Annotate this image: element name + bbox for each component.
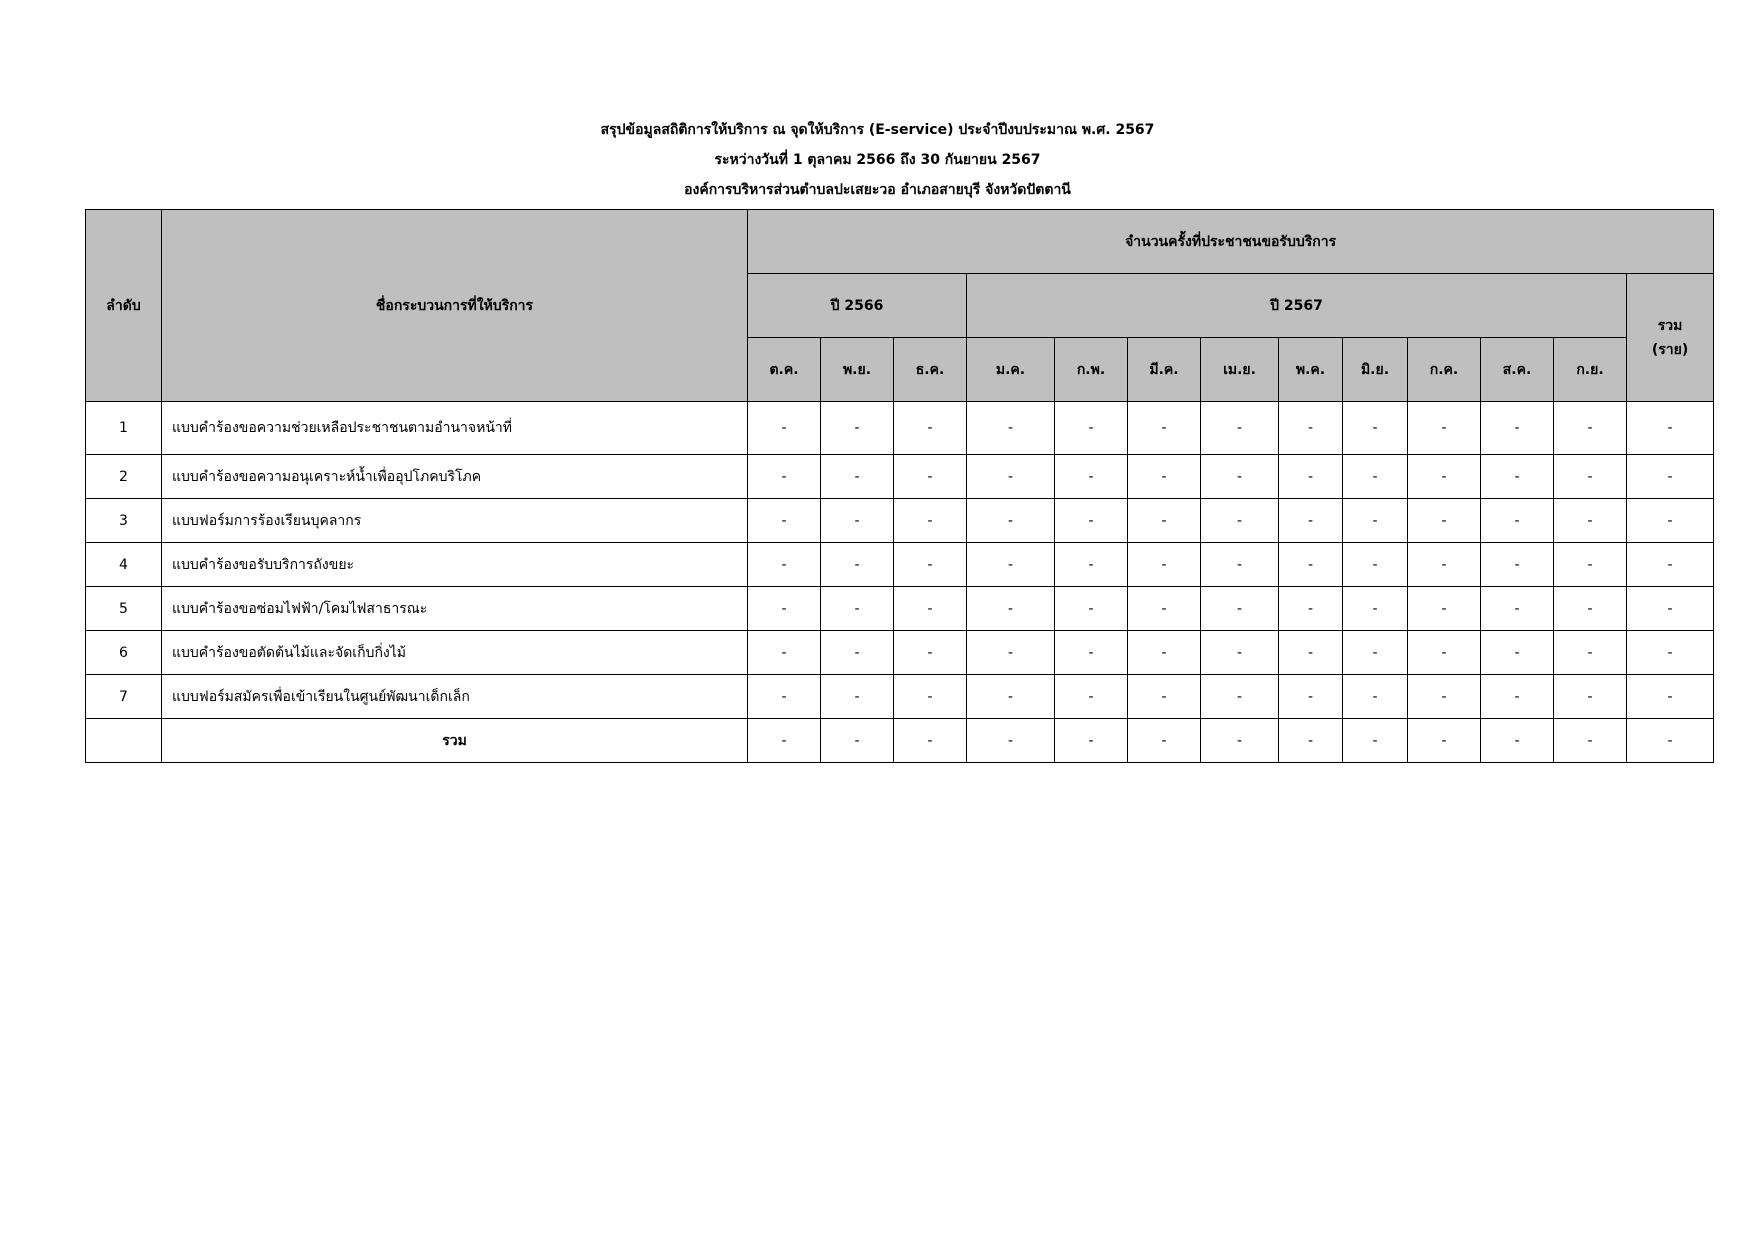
row-month-value: - [894,543,967,587]
row-month-value: - [1128,402,1201,455]
row-month-value: - [1481,675,1554,719]
header-year-2567: ปี 2567 [967,274,1627,338]
row-month-value: - [1128,455,1201,499]
row-month-value: - [1201,499,1279,543]
table-row [86,455,1714,499]
row-process-name: แบบฟอร์มสมัครเพื่อเข้าเรียนในศูนย์พัฒนาเด็กเล็ก [162,675,748,719]
row-month-value: - [1055,402,1128,455]
sum-total: - [1627,719,1714,763]
sum-row [86,719,1714,763]
header-year-2566: ปี 2566 [748,274,967,338]
row-month-value: - [1408,499,1481,543]
statistics-table [85,209,1714,763]
row-month-value: - [1481,455,1554,499]
sum-month-value: - [1055,719,1128,763]
row-month-value: - [1408,402,1481,455]
row-month-value: - [1343,402,1408,455]
row-month-value: - [1201,631,1279,675]
row-month-value: - [1481,402,1554,455]
row-month-value: - [821,499,894,543]
row-month-value: - [1481,499,1554,543]
table-row [86,499,1714,543]
row-month-value: - [1279,587,1343,631]
row-month-value: - [894,499,967,543]
row-total: - [1627,455,1714,499]
header-total-label: รวม [1657,317,1683,334]
row-process-name: แบบคำร้องขอซ่อมไฟฟ้า/โคมไฟสาธารณะ [162,587,748,631]
row-month-value: - [967,543,1055,587]
header-month: ส.ค. [1481,338,1554,402]
table-header [86,210,1714,402]
row-month-value: - [821,402,894,455]
table-row [86,543,1714,587]
header-total-unit: (ราย) [1651,341,1689,358]
table-row [86,675,1714,719]
row-total: - [1627,402,1714,455]
row-month-value: - [894,402,967,455]
row-month-value: - [1343,455,1408,499]
sum-month-value: - [967,719,1055,763]
row-month-value: - [1055,499,1128,543]
row-month-value: - [967,587,1055,631]
row-month-value: - [748,499,821,543]
header-month: เม.ย. [1201,338,1279,402]
row-month-value: - [821,675,894,719]
sum-month-value: - [1481,719,1554,763]
row-number: 7 [86,675,162,719]
header-month: ต.ค. [748,338,821,402]
row-total: - [1627,675,1714,719]
row-month-value: - [1554,675,1627,719]
sum-month-value: - [748,719,821,763]
row-month-value: - [1279,631,1343,675]
row-month-value: - [1279,675,1343,719]
row-month-value: - [1343,499,1408,543]
row-process-name: แบบคำร้องขอความอนุเคราะห์น้ำเพื่ออุปโภคบริโภค [162,455,748,499]
sum-row-label: รวม [162,719,748,763]
row-month-value: - [1055,587,1128,631]
header-total [1627,274,1714,402]
row-month-value: - [748,587,821,631]
row-month-value: - [1408,587,1481,631]
sum-month-value: - [1343,719,1408,763]
row-month-value: - [894,675,967,719]
row-number: 5 [86,587,162,631]
table-row [86,587,1714,631]
row-number: 4 [86,543,162,587]
header-no: ลำดับ [86,210,162,402]
row-month-value: - [748,402,821,455]
row-month-value: - [821,543,894,587]
row-month-value: - [1554,455,1627,499]
header-month: พ.ค. [1279,338,1343,402]
row-month-value: - [1481,631,1554,675]
row-month-value: - [1279,455,1343,499]
row-month-value: - [1055,675,1128,719]
row-number: 3 [86,499,162,543]
header-month: มิ.ย. [1343,338,1408,402]
sum-month-value: - [821,719,894,763]
title-line-1: สรุปข้อมูลสถิติการให้บริการ ณ จุดให้บริการ (E-service) ประจำปีงบประมาณ พ.ศ. 2567 [600,122,1155,138]
row-month-value: - [748,631,821,675]
header-month: ก.ย. [1554,338,1627,402]
row-month-value: - [748,455,821,499]
sum-row-number [86,719,162,763]
row-number: 6 [86,631,162,675]
row-month-value: - [1055,631,1128,675]
row-month-value: - [1201,402,1279,455]
sum-month-value: - [1128,719,1201,763]
table-body [86,402,1714,763]
row-number: 2 [86,455,162,499]
row-month-value: - [967,631,1055,675]
header-month: ม.ค. [967,338,1055,402]
sum-month-value: - [1408,719,1481,763]
row-month-value: - [1201,675,1279,719]
row-month-value: - [1481,543,1554,587]
row-month-value: - [1554,499,1627,543]
row-number: 1 [86,402,162,455]
header-month: พ.ย. [821,338,894,402]
row-month-value: - [894,587,967,631]
row-process-name: แบบฟอร์มการร้องเรียนบุคลากร [162,499,748,543]
header-month: มี.ค. [1128,338,1201,402]
row-process-name: แบบคำร้องขอความช่วยเหลือประชาชนตามอำนาจหน้าที่ [162,402,748,455]
row-month-value: - [1343,587,1408,631]
row-month-value: - [1055,543,1128,587]
row-month-value: - [967,675,1055,719]
row-month-value: - [1343,631,1408,675]
row-total: - [1627,587,1714,631]
row-month-value: - [1055,455,1128,499]
row-month-value: - [1201,455,1279,499]
row-month-value: - [1279,402,1343,455]
row-total: - [1627,499,1714,543]
row-month-value: - [1201,543,1279,587]
row-month-value: - [1408,675,1481,719]
row-month-value: - [821,455,894,499]
row-month-value: - [1408,543,1481,587]
row-total: - [1627,631,1714,675]
row-month-value: - [967,455,1055,499]
row-total: - [1627,543,1714,587]
table-row [86,631,1714,675]
row-month-value: - [1554,587,1627,631]
title-line-2: ระหว่างวันที่ 1 ตุลาคม 2566 ถึง 30 กันยายน 2567 [714,152,1041,168]
header-month: ก.พ. [1055,338,1128,402]
row-month-value: - [967,402,1055,455]
row-month-value: - [1128,631,1201,675]
row-month-value: - [1279,543,1343,587]
row-month-value: - [1128,587,1201,631]
row-month-value: - [1554,402,1627,455]
sum-month-value: - [1201,719,1279,763]
row-month-value: - [894,455,967,499]
row-month-value: - [1128,543,1201,587]
row-month-value: - [821,631,894,675]
row-process-name: แบบคำร้องขอตัดต้นไม้และจัดเก็บกิ่งไม้ [162,631,748,675]
row-month-value: - [1554,631,1627,675]
header-month: ธ.ค. [894,338,967,402]
row-month-value: - [1408,455,1481,499]
row-month-value: - [1201,587,1279,631]
table-row [86,402,1714,455]
sum-month-value: - [1554,719,1627,763]
sum-month-value: - [894,719,967,763]
row-month-value: - [1343,543,1408,587]
row-month-value: - [1128,675,1201,719]
row-month-value: - [821,587,894,631]
row-month-value: - [894,631,967,675]
row-month-value: - [748,675,821,719]
row-month-value: - [967,499,1055,543]
header-month: ก.ค. [1408,338,1481,402]
sum-month-value: - [1279,719,1343,763]
row-month-value: - [1481,587,1554,631]
row-month-value: - [1343,675,1408,719]
row-month-value: - [748,543,821,587]
row-month-value: - [1128,499,1201,543]
header-process-name: ชื่อกระบวนการที่ให้บริการ [162,210,748,402]
document-title-block [0,119,1755,209]
row-month-value: - [1279,499,1343,543]
row-month-value: - [1554,543,1627,587]
row-process-name: แบบคำร้องขอรับบริการถังขยะ [162,543,748,587]
title-line-3: องค์การบริหารส่วนตำบลปะเสยะวอ อำเภอสายบุรี จังหวัดปัตตานี [684,182,1071,198]
row-month-value: - [1408,631,1481,675]
header-service-count: จำนวนครั้งที่ประชาชนขอรับบริการ [748,210,1714,274]
